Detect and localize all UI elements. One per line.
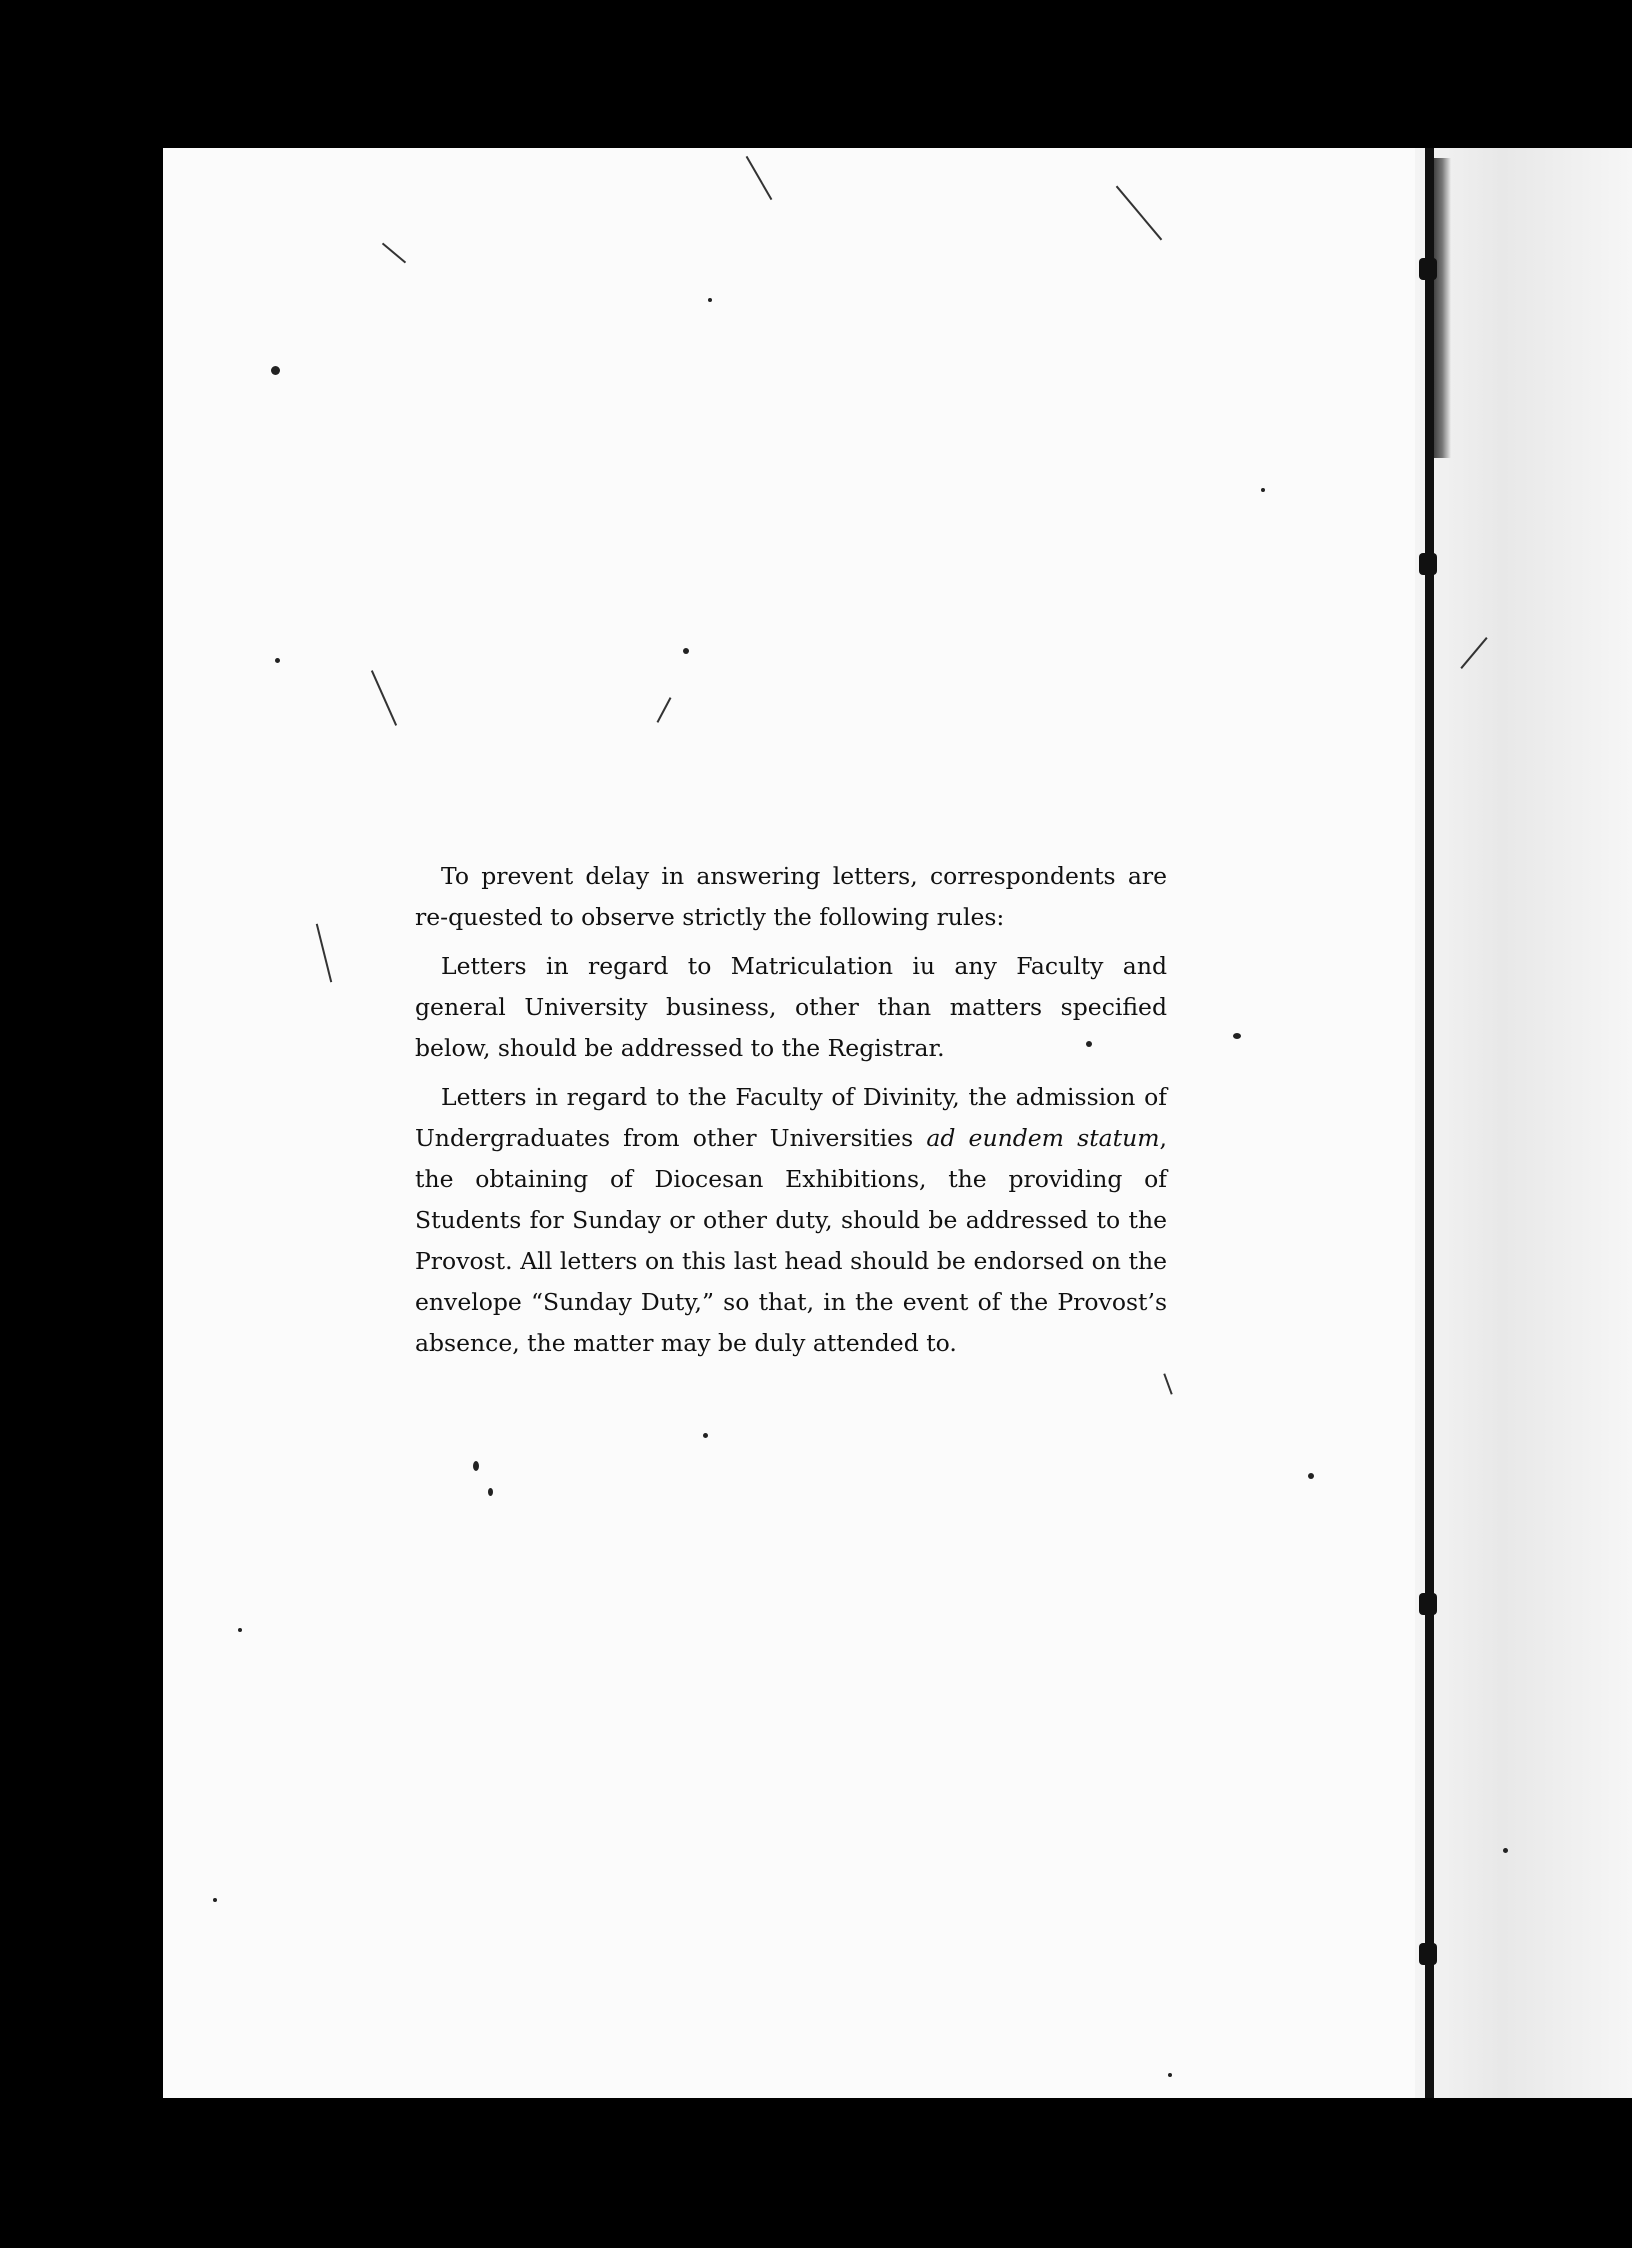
paragraph-text: To prevent delay in answering letters, correspondents are re-quested to observe strictly the following rules:	[415, 862, 1167, 931]
scan-speck	[1503, 1848, 1508, 1853]
binding-stitch	[1419, 1943, 1437, 1965]
provost-paragraph	[415, 1077, 1167, 1364]
binding-stitch	[1419, 553, 1437, 575]
scan-speck	[271, 366, 280, 375]
scan-mark	[316, 924, 332, 983]
scan-speck	[1233, 1033, 1241, 1039]
paragraph-text-start: Letters in regard to the Faculty of Divinity, the admission of Undergraduates from other Universities	[415, 1083, 1167, 1152]
scan-mark	[382, 243, 406, 264]
scan-speck	[473, 1461, 479, 1471]
scan-speck	[1308, 1473, 1314, 1479]
scan-speck	[275, 658, 280, 663]
paragraph-text: Letters in regard to Matriculation iu any Faculty and general University business, other than matters specified below, should be addressed to the Registrar.	[415, 952, 1167, 1062]
scan-speck	[1261, 488, 1265, 492]
scan-mark	[1116, 186, 1163, 241]
scan-speck	[488, 1488, 493, 1496]
intro-paragraph	[415, 856, 1167, 938]
scan-speck	[213, 1898, 217, 1902]
paragraph-text-end: , the obtaining of Diocesan Exhibitions, the providing of Students for Sunday or other duty, should be addressed to the Provost. All letters on this last head should be endorsed on the envelope “Sunday Duty,” so that, in the event of the Provost’s absence, the matter may be duly attended to.	[415, 1124, 1168, 1357]
binding-gutter	[1425, 148, 1434, 2098]
scan-mark	[1163, 1373, 1172, 1394]
notice-text	[415, 856, 1167, 1372]
latin-phrase: ad eundem statum	[926, 1124, 1160, 1152]
paper-sheet	[163, 148, 1632, 2098]
registrar-paragraph	[415, 946, 1167, 1069]
binding-stitch	[1419, 258, 1437, 280]
scan-mark	[746, 156, 773, 200]
scan-speck	[238, 1628, 242, 1632]
scan-speck	[683, 648, 689, 654]
scan-speck	[708, 298, 712, 302]
scan-speck	[703, 1433, 708, 1438]
binding-stitch	[1419, 1593, 1437, 1615]
scan-speck	[1168, 2073, 1172, 2077]
scan-mark	[657, 697, 672, 723]
scan-mark	[371, 670, 397, 726]
